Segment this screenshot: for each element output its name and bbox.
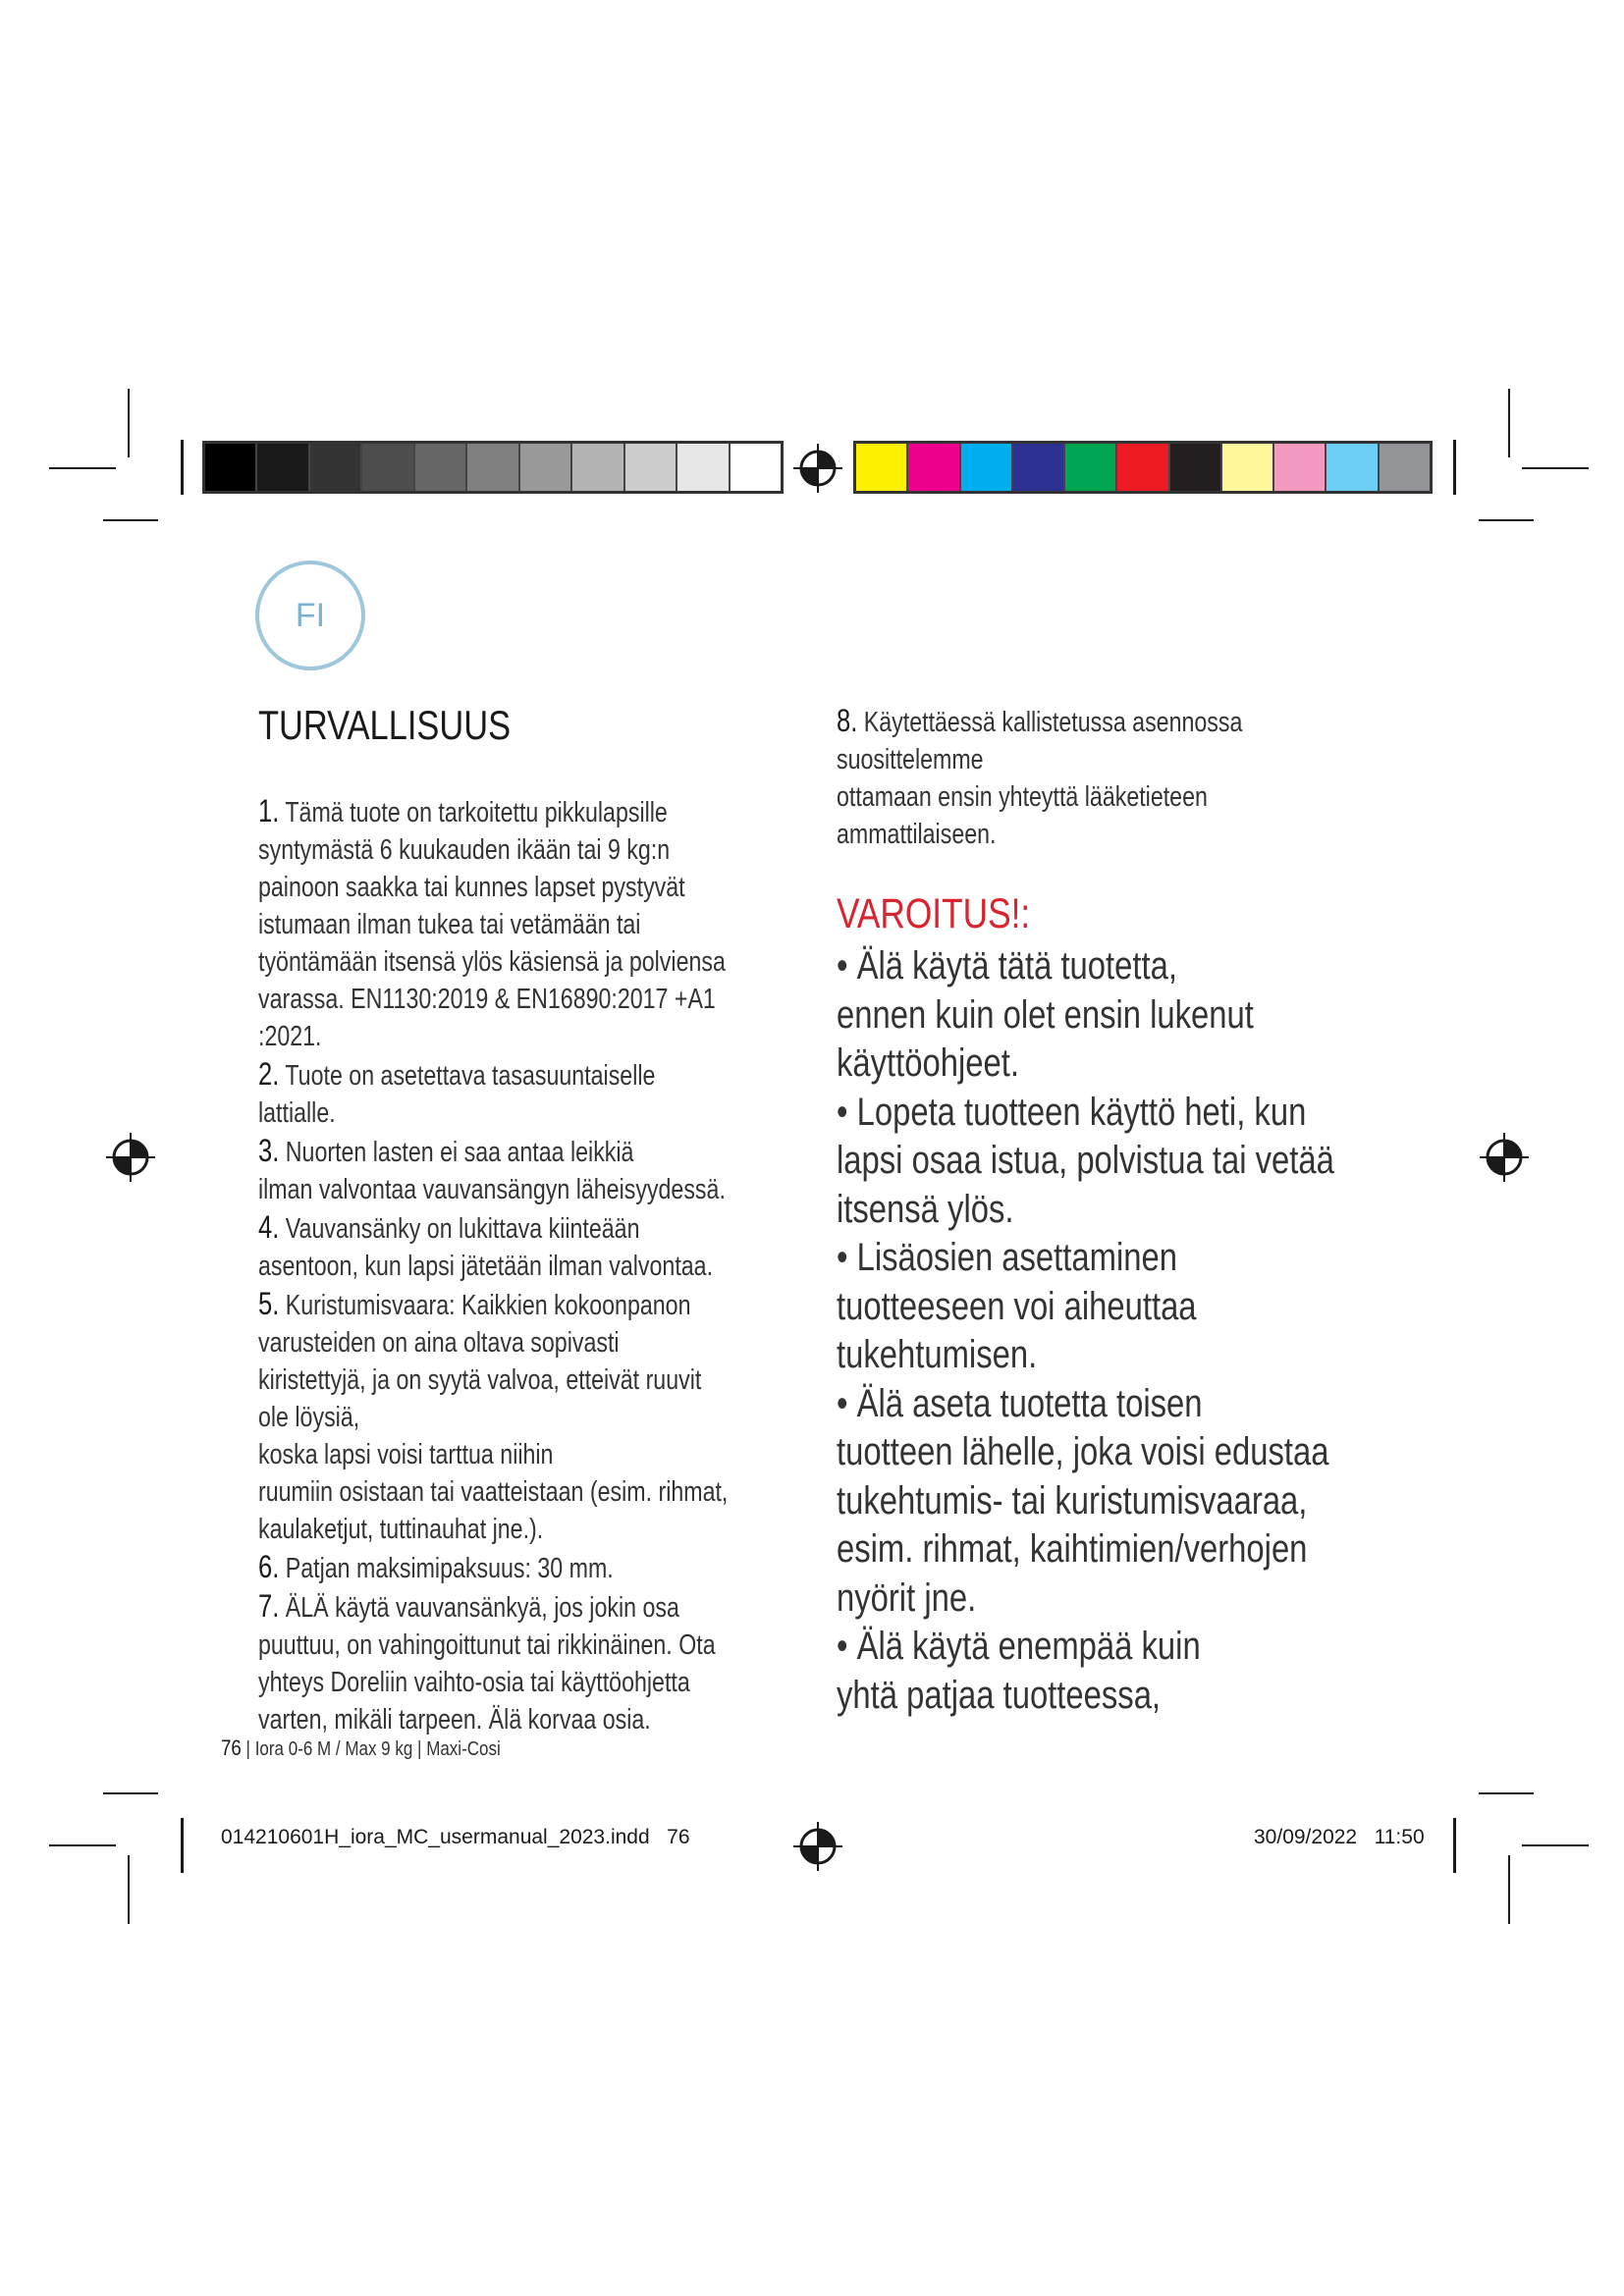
warning-item: • Lopeta tuotteen käyttö heti, kun lapsi osaa istua, polvistua tai vetää itsensä ylös. <box>837 1090 1334 1231</box>
color-swatch <box>1326 444 1379 491</box>
crop-mark <box>1508 1855 1510 1924</box>
crop-mark <box>1522 1844 1589 1846</box>
warning-item: • Lisäosien asettaminen tuotteeseen voi aiheuttaa tukehtumisen. <box>837 1236 1197 1376</box>
crop-mark <box>1479 519 1534 521</box>
warning-title: VAROITUS!: <box>837 890 1031 937</box>
color-swatch <box>572 444 624 491</box>
safety-list <box>258 792 808 1738</box>
product-name: Iora 0-6 M / Max 9 kg <box>254 1738 413 1760</box>
safety-item: 1. Tämä tuote on tarkoitettu pikkulapsille syntymästä 6 kuukauden ikään tai 9 kg:n painoon saakka tai kunnes lapset pystyvät istumaan ilman tukea tai vetämään tai työntämään itsensä ylös käsiensä ja polviensa varassa. EN1130:2019 & EN16890:2017 +A1 :2021. <box>258 793 726 1052</box>
color-swatch <box>908 444 960 491</box>
safety-item: 6. Patjan maksimipaksuus: 30 mm. <box>258 1549 614 1584</box>
color-swatch <box>467 444 519 491</box>
page-number: 76 <box>221 1735 242 1760</box>
color-swatch <box>1065 444 1117 491</box>
color-swatch <box>257 444 309 491</box>
language-badge <box>255 561 365 670</box>
color-swatch <box>205 444 257 491</box>
section-title: TURVALLISUUS <box>258 702 512 748</box>
registration-mark-icon <box>793 1822 842 1871</box>
warning-item: • Älä aseta tuotetta toisen tuotteen lähelle, joka voisi edustaa tukehtumis- tai kuristumisvaaraa, esim. rihmat, kaihtimien/verhojen nyörit jne. <box>837 1381 1329 1620</box>
language-label: FI <box>295 596 326 634</box>
crop-mark <box>49 1844 116 1846</box>
brand-name: Maxi-Cosi <box>426 1738 501 1760</box>
color-swatch <box>520 444 572 491</box>
registration-mark-icon <box>793 444 842 493</box>
crop-mark <box>103 519 158 521</box>
bar-mark <box>1453 1818 1456 1873</box>
crop-mark <box>1479 1792 1534 1794</box>
bar-mark <box>181 1818 184 1873</box>
safety-item: 2. Tuote on asetettava tasasuuntaiselle lattialle. <box>258 1056 656 1129</box>
color-swatch <box>1170 444 1222 491</box>
safety-item: 5. Kuristumisvaara: Kaikkien kokoonpanon varusteiden on aina oltava sopivasti kiristettyjä, ja on syytä valvoa, etteivät ruuvit ole löysiä, koska lapsi voisi tarttua niihin ruumiin osistaan tai vaatteistaan (esim. rihmat, kaulaketjut, tuttinauhat jne.). <box>258 1286 729 1545</box>
warning-list <box>837 942 1386 1720</box>
color-swatch <box>625 444 677 491</box>
registration-mark-icon <box>106 1133 155 1182</box>
warning-column <box>837 702 1386 1720</box>
page-footer: 76 | Iora 0-6 M / Max 9 kg | Maxi-Cosi <box>221 1735 501 1760</box>
warning-item: • Älä käytä enempää kuin yhtä patjaa tuotteessa, <box>837 1625 1201 1717</box>
color-swatch <box>362 444 414 491</box>
bar-mark <box>1453 440 1456 495</box>
crop-mark <box>49 467 116 469</box>
print-slug-date: 30/09/2022 11:50 <box>1254 1826 1425 1848</box>
color-swatch <box>1222 444 1274 491</box>
color-swatch <box>961 444 1013 491</box>
safety-item: 7. ÄLÄ käytä vauvansänkyä, jos jokin osa puuttuu, on vahingoittunut tai rikkinäinen. Ota yhteys Doreliin vaihto-osia tai käyttöohjetta varten, mikäli tarpeen. Älä korvaa osia. <box>258 1588 716 1735</box>
warning-item: • Älä käytä tätä tuotetta, ennen kuin olet ensin lukenut käyttöohjeet. <box>837 944 1254 1085</box>
color-swatch <box>856 444 908 491</box>
registration-mark-icon <box>1480 1133 1529 1182</box>
color-swatch <box>415 444 467 491</box>
grayscale-color-bar <box>202 441 784 494</box>
safety-column <box>258 702 808 1738</box>
color-swatch <box>1117 444 1169 491</box>
process-color-bar <box>853 441 1433 494</box>
color-swatch <box>1013 444 1065 491</box>
crop-mark <box>1508 389 1510 457</box>
crop-mark <box>103 1792 158 1794</box>
color-swatch <box>677 444 730 491</box>
bar-mark <box>181 440 184 495</box>
color-swatch <box>1274 444 1326 491</box>
safety-item: 4. Vauvansänky on lukittava kiinteään asentoon, kun lapsi jätetään ilman valvontaa. <box>258 1209 714 1282</box>
print-slug-file: 014210601H_iora_MC_usermanual_2023.indd 76 <box>221 1826 690 1848</box>
crop-mark <box>1522 467 1589 469</box>
color-swatch <box>310 444 362 491</box>
color-swatch <box>1380 444 1430 491</box>
crop-mark <box>128 389 130 457</box>
safety-item: 3. Nuorten lasten ei saa antaa leikkiä ilman valvontaa vauvansängyn läheisyydessä. <box>258 1133 726 1205</box>
crop-mark <box>128 1855 130 1924</box>
safety-item-8: 8. Käytettäessä kallistetussa asennossa suosittelemme ottamaan ensin yhteyttä lääketieteen ammattilaiseen. <box>837 703 1243 850</box>
color-swatch <box>731 444 781 491</box>
